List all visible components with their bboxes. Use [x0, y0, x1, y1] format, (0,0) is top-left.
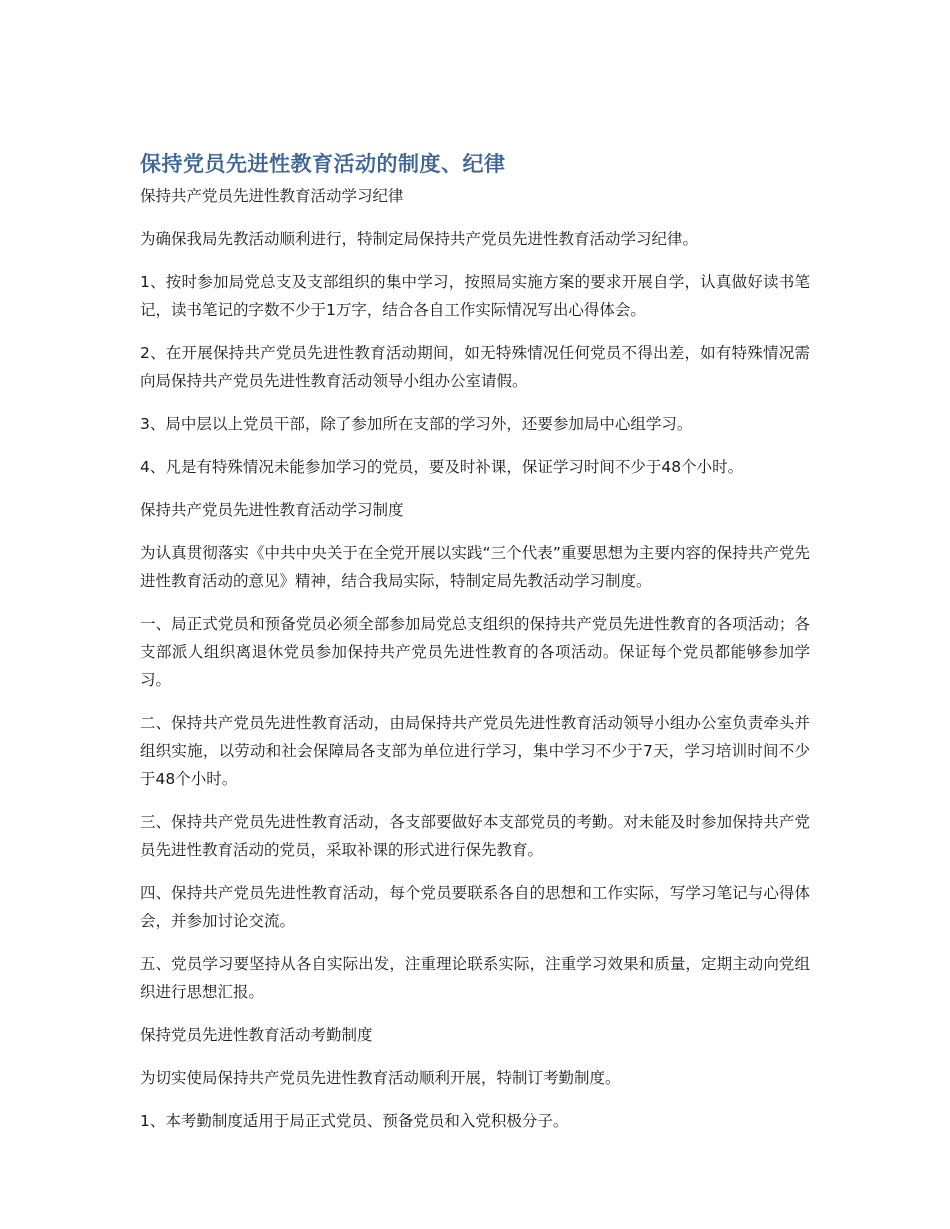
section-heading-study-system: 保持共产党员先进性教育活动学习制度	[140, 501, 404, 519]
paragraph-discipline-4: 4、凡是有特殊情况未能参加学习的党员，要及时补课，保证学习时间不少于48个小时。	[140, 458, 744, 476]
paragraph-study-4: 四、保持共产党员先进性教育活动，每个党员要联系各自的思想和工作实际，写学习笔记与心得体会，并参加讨论交流。	[140, 884, 810, 930]
document-title: 保持党员先进性教育活动的制度、纪律	[140, 152, 506, 176]
section-heading-attendance: 保持党员先进性教育活动考勤制度	[140, 1026, 373, 1044]
document-subtitle: 保持共产党员先进性教育活动学习纪律	[140, 187, 404, 205]
paragraph-study-5: 五、党员学习要坚持从各自实际出发，注重理论联系实际，注重学习效果和质量，定期主动向党组织进行思想汇报。	[140, 955, 810, 1001]
paragraph-attendance-intro: 为切实使局保持共产党员先进性教育活动顺利开展，特制订考勤制度。	[140, 1069, 621, 1087]
paragraph-attendance-1: 1、本考勤制度适用于局正式党员、预备党员和入党积极分子。	[140, 1112, 569, 1130]
paragraph-discipline-1: 1、按时参加局党总支及支部组织的集中学习，按照局实施方案的要求开展自学，认真做好读书笔记，读书笔记的字数不少于1万字，结合各自工作实际情况写出心得体会。	[140, 273, 810, 319]
paragraph-study-intro: 为认真贯彻落实《中共中央关于在全党开展以实践“三个代表”重要思想为主要内容的保持共产党先进性教育活动的意见》精神，结合我局实际，特制定局先教活动学习制度。	[140, 544, 810, 590]
paragraph-intro: 为确保我局先教活动顺利进行，特制定局保持共产党员先进性教育活动学习纪律。	[140, 230, 699, 248]
paragraph-discipline-2: 2、在开展保持共产党员先进性教育活动期间，如无特殊情况任何党员不得出差，如有特殊情况需向局保持共产党员先进性教育活动领导小组办公室请假。	[140, 344, 810, 390]
paragraph-study-2: 二、保持共产党员先进性教育活动，由局保持共产党员先进性教育活动领导小组办公室负责牵头并组织实施，以劳动和社会保障局各支部为单位进行学习，集中学习不少于7天，学习培训时间不少于48个小时。	[140, 714, 810, 788]
paragraph-study-3: 三、保持共产党员先进性教育活动，各支部要做好本支部党员的考勤。对未能及时参加保持共产党员先进性教育活动的党员，采取补课的形式进行保先教育。	[140, 813, 810, 859]
paragraph-study-1: 一、局正式党员和预备党员必须全部参加局党总支组织的保持共产党员先进性教育的各项活动；各支部派人组织离退休党员参加保持共产党员先进性教育的各项活动。保证每个党员都能够参加学习。	[140, 615, 810, 689]
document-page	[140, 146, 810, 1150]
paragraph-discipline-3: 3、局中层以上党员干部，除了参加所在支部的学习外，还要参加局中心组学习。	[140, 415, 693, 433]
